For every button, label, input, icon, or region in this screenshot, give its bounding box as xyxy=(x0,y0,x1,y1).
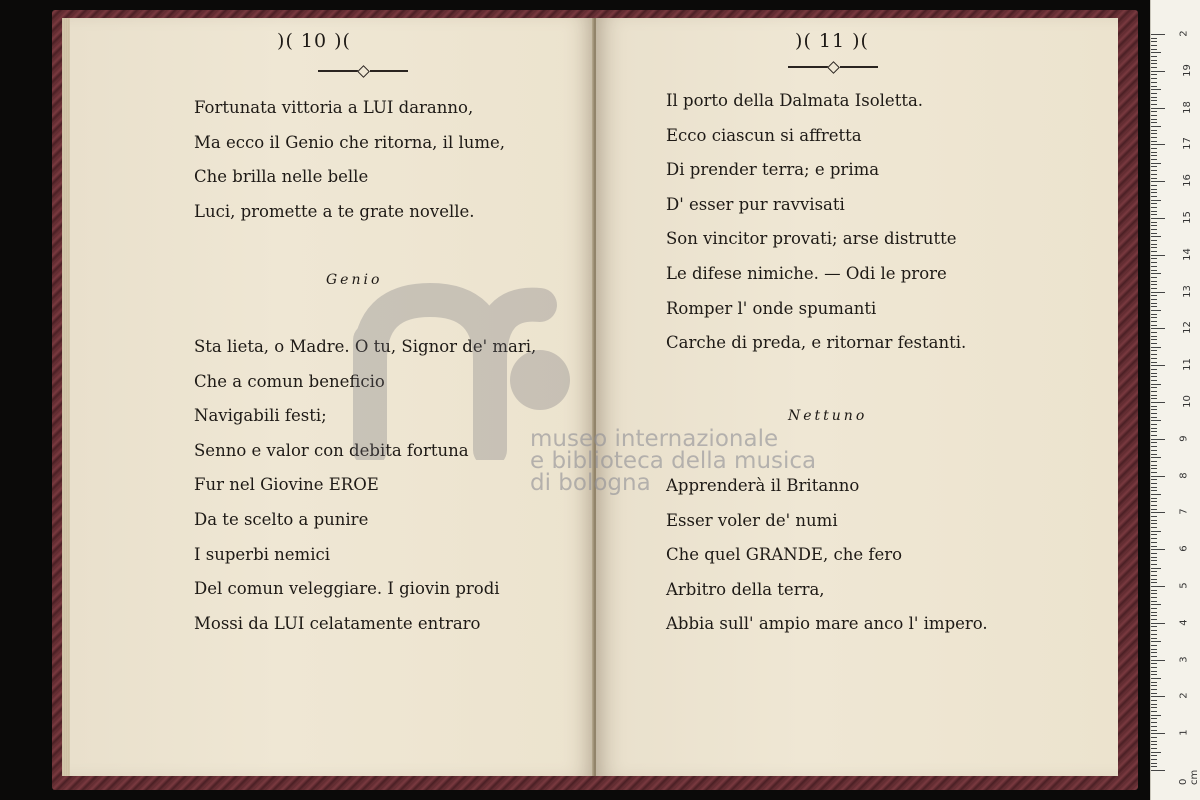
ruler-tick xyxy=(1151,579,1157,580)
ruler-tick xyxy=(1151,663,1157,664)
ruler-tick xyxy=(1151,468,1157,469)
verse-line: Abbia sull' ampio mare anco l' impero. xyxy=(666,614,988,634)
ruler-tick xyxy=(1151,122,1157,123)
ruler-tick xyxy=(1151,60,1157,61)
ruler-tick xyxy=(1151,365,1165,366)
ruler-label: 4 xyxy=(1178,619,1190,626)
ruler-tick xyxy=(1151,100,1157,101)
ruler-tick xyxy=(1151,479,1157,480)
ruler-tick xyxy=(1151,428,1157,429)
ruler-tick xyxy=(1151,266,1157,267)
verse-block-top xyxy=(194,91,505,229)
ruler-tick xyxy=(1151,420,1161,421)
ruler-tick xyxy=(1151,369,1157,370)
ruler-tick xyxy=(1151,38,1157,39)
verse-line: Da te scelto a punire xyxy=(194,509,369,529)
page-number: )( 10 )( xyxy=(277,30,351,52)
ruler-tick xyxy=(1151,247,1157,248)
ruler-tick xyxy=(1151,358,1157,359)
ruler-tick xyxy=(1151,538,1157,539)
ruler-label: 14 xyxy=(1181,247,1193,261)
ruler-tick xyxy=(1151,299,1157,300)
ruler-tick xyxy=(1151,104,1157,105)
ruler-tick xyxy=(1151,63,1157,64)
ruler-tick xyxy=(1151,487,1157,488)
ruler-tick xyxy=(1151,314,1157,315)
ruler-tick xyxy=(1151,601,1157,602)
ruler-label: 1 xyxy=(1178,729,1190,736)
ruler-tick xyxy=(1151,593,1157,594)
verse-block-top xyxy=(666,84,966,361)
ruler-tick xyxy=(1151,178,1157,179)
ruler-tick xyxy=(1151,207,1157,208)
ruler-tick xyxy=(1151,652,1157,653)
ruler-tick xyxy=(1151,707,1157,708)
ruler-tick xyxy=(1151,571,1157,572)
ruler-unit-label: 0 cm xyxy=(1178,769,1200,785)
ruler-tick xyxy=(1151,384,1161,385)
ruler-tick xyxy=(1151,395,1157,396)
ruler-tick xyxy=(1151,354,1157,355)
ruler-tick xyxy=(1151,270,1157,271)
ruler-tick xyxy=(1151,759,1157,760)
ruler-tick xyxy=(1151,288,1157,289)
ruler-tick xyxy=(1151,575,1157,576)
ruler-tick xyxy=(1151,49,1157,50)
ruler-tick xyxy=(1151,380,1157,381)
ruler-tick xyxy=(1151,119,1157,120)
page-number: )( 11 )( xyxy=(795,30,869,52)
ruler-tick xyxy=(1151,461,1157,462)
ruler-label: 2 xyxy=(1178,30,1190,37)
ruler-tick xyxy=(1151,424,1157,425)
ruler-tick xyxy=(1151,89,1161,90)
ruler-tick xyxy=(1151,619,1157,620)
ruler-tick xyxy=(1151,465,1157,466)
ruler-label: 5 xyxy=(1178,582,1190,589)
ruler-tick xyxy=(1151,93,1157,94)
ruler-tick xyxy=(1151,546,1157,547)
ruler-tick xyxy=(1151,67,1157,68)
ruler-tick xyxy=(1151,534,1157,535)
ruler-tick xyxy=(1151,336,1157,337)
ruler-tick xyxy=(1151,406,1157,407)
ruler-tick xyxy=(1151,476,1165,477)
ruler-tick xyxy=(1151,108,1165,109)
ruler-tick xyxy=(1151,612,1157,613)
verse-line: Senno e valor con debita fortuna xyxy=(194,440,469,460)
ruler-tick xyxy=(1151,45,1157,46)
ruler-tick xyxy=(1151,645,1157,646)
ruler-tick xyxy=(1151,718,1157,719)
ruler-tick xyxy=(1151,748,1157,749)
ruler-tick xyxy=(1151,251,1157,252)
ruler-tick xyxy=(1151,431,1157,432)
ruler-tick xyxy=(1151,641,1161,642)
right-page xyxy=(596,18,1118,776)
ruler-tick xyxy=(1151,240,1157,241)
verse-line: Sta lieta, o Madre. O tu, Signor de' mari, xyxy=(194,337,537,356)
ruler-label: 6 xyxy=(1178,545,1190,552)
ruler-tick xyxy=(1151,273,1161,274)
ruler-label: 16 xyxy=(1181,174,1193,188)
ruler-tick xyxy=(1151,671,1157,672)
ruler-tick xyxy=(1151,321,1157,322)
ruler-tick xyxy=(1151,568,1161,569)
watermark-line: e biblioteca della musica xyxy=(530,448,817,474)
ruler-tick xyxy=(1151,711,1157,712)
ruler-tick xyxy=(1151,446,1157,447)
ruler-tick xyxy=(1151,229,1157,230)
ruler-tick xyxy=(1151,409,1157,410)
verse-line: Fortunata vittoria a LUI daranno, xyxy=(194,98,474,117)
ruler-label: 15 xyxy=(1181,211,1193,224)
ruler-tick xyxy=(1151,682,1157,683)
ruler-tick xyxy=(1151,590,1157,591)
verse-line: Fur nel Giovine EROE xyxy=(194,475,379,495)
ruler-tick xyxy=(1151,111,1157,112)
ruler-tick xyxy=(1151,347,1161,348)
ruler-tick xyxy=(1151,163,1161,164)
ruler-tick xyxy=(1151,295,1157,296)
verse-block-bottom xyxy=(666,469,988,642)
ruler-tick xyxy=(1151,137,1157,138)
ruler-tick xyxy=(1151,531,1161,532)
ruler-tick xyxy=(1151,586,1165,587)
ruler-tick xyxy=(1151,181,1165,182)
ruler-tick xyxy=(1151,505,1157,506)
ruler-tick xyxy=(1151,159,1157,160)
left-page xyxy=(70,18,594,776)
speaker-heading: Nettuno xyxy=(788,408,868,424)
ruler-tick xyxy=(1151,498,1157,499)
ruler-tick xyxy=(1151,373,1157,374)
verse-line: Son vincitor provati; arse distrutte xyxy=(666,229,957,249)
ruler-tick xyxy=(1151,203,1157,204)
ruler-tick xyxy=(1151,733,1165,734)
ruler-tick xyxy=(1151,766,1157,767)
ruler-tick xyxy=(1151,667,1157,668)
ruler-tick xyxy=(1151,244,1157,245)
ruler-tick xyxy=(1151,527,1157,528)
ruler-tick xyxy=(1151,512,1165,513)
ruler-tick xyxy=(1151,218,1165,219)
ruler-tick xyxy=(1151,233,1157,234)
ruler-tick xyxy=(1151,391,1157,392)
ruler-tick xyxy=(1151,604,1161,605)
verse-line: Del comun veleggiare. I giovin prodi xyxy=(194,579,500,599)
ruler-tick xyxy=(1151,317,1157,318)
ruler-tick xyxy=(1151,715,1161,716)
ruler-tick xyxy=(1151,277,1157,278)
ruler-tick xyxy=(1151,549,1165,550)
ruler-tick xyxy=(1151,362,1157,363)
ruler-label: 7 xyxy=(1178,508,1190,516)
ruler-tick xyxy=(1151,130,1157,131)
ruler-label: 9 xyxy=(1178,435,1190,442)
ruler-tick xyxy=(1151,700,1157,701)
verse-line: Luci, promette a te grate novelle. xyxy=(194,201,475,221)
verse-line: Di prender terra; e prima xyxy=(666,160,880,180)
ruler-tick xyxy=(1151,722,1157,723)
ruler-tick xyxy=(1151,258,1157,259)
ruler-tick xyxy=(1151,689,1157,690)
verse-line: Esser voler de' numi xyxy=(666,510,838,530)
ruler-tick xyxy=(1151,174,1157,175)
ruler-tick xyxy=(1151,196,1157,197)
ruler-tick xyxy=(1151,649,1157,650)
verse-line: Il porto della Dalmata Isoletta. xyxy=(666,91,924,110)
ruler-tick xyxy=(1151,597,1157,598)
ruler-tick xyxy=(1151,211,1157,212)
verse-line: Ecco ciascun si affretta xyxy=(666,125,862,145)
ruler-tick xyxy=(1151,457,1161,458)
ruler-tick xyxy=(1151,439,1165,440)
ruler-tick xyxy=(1151,674,1157,675)
ruler-tick xyxy=(1151,310,1161,311)
speaker-heading: Genio xyxy=(326,272,383,288)
ruler-tick xyxy=(1151,166,1157,167)
watermark-line: di bologna xyxy=(530,470,651,496)
verse-line: Carche di preda, e ritornar festanti. xyxy=(666,333,967,353)
ruler-tick xyxy=(1151,696,1165,697)
ruler-tick xyxy=(1151,557,1157,558)
ruler-label: 10 xyxy=(1181,395,1193,408)
ruler-tick xyxy=(1151,52,1161,53)
ruler-tick xyxy=(1151,192,1157,193)
ruler-tick xyxy=(1151,126,1161,127)
ruler-tick xyxy=(1151,398,1157,399)
ruler-label: 11 xyxy=(1181,358,1193,372)
ruler-tick xyxy=(1151,730,1157,731)
ruler-tick xyxy=(1151,413,1157,414)
ruler-tick xyxy=(1151,472,1157,473)
verse-line: Le difese nimiche. — Odi le prore xyxy=(666,263,947,283)
ruler-tick xyxy=(1151,71,1165,72)
ruler-tick xyxy=(1151,402,1165,403)
verse-line: I superbi nemici xyxy=(194,544,330,564)
measurement-ruler xyxy=(1150,0,1200,800)
ruler-tick xyxy=(1151,483,1157,484)
ruler-tick xyxy=(1151,350,1157,351)
ruler-tick xyxy=(1151,763,1157,764)
ruler-tick xyxy=(1151,225,1157,226)
ruler-tick xyxy=(1151,752,1161,753)
verse-line: Mossi da LUI celatamente entraro xyxy=(194,613,481,633)
ruler-tick xyxy=(1151,523,1157,524)
ruler-tick xyxy=(1151,222,1157,223)
ruler-tick xyxy=(1151,520,1157,521)
ruler-tick xyxy=(1151,501,1157,502)
ruler-tick xyxy=(1151,325,1157,326)
ruler-tick xyxy=(1151,630,1157,631)
ruler-label: 19 xyxy=(1181,63,1193,77)
ruler-tick xyxy=(1151,328,1165,329)
ruler-label: 18 xyxy=(1181,100,1193,114)
ruler-tick xyxy=(1151,185,1157,186)
ruler-tick xyxy=(1151,564,1157,565)
ruler-tick xyxy=(1151,704,1157,705)
ruler-tick xyxy=(1151,34,1165,35)
ruler-tick xyxy=(1151,608,1157,609)
ruler-tick xyxy=(1151,56,1157,57)
ruler-tick xyxy=(1151,281,1157,282)
verse-line: Romper l' onde spumanti xyxy=(666,298,877,318)
ruler-tick xyxy=(1151,634,1157,635)
ruler-tick xyxy=(1151,78,1157,79)
ruler-tick xyxy=(1151,542,1157,543)
ruler-tick xyxy=(1151,74,1157,75)
verse-line: Navigabili festi; xyxy=(194,406,327,426)
ruler-tick xyxy=(1151,387,1157,388)
ruler-tick xyxy=(1151,737,1157,738)
ruler-tick xyxy=(1151,339,1157,340)
ruler-tick xyxy=(1151,685,1157,686)
ruler-tick xyxy=(1151,214,1157,215)
ruler-tick xyxy=(1151,262,1157,263)
ruler-label: 2 xyxy=(1178,692,1190,700)
ruler-label: 3 xyxy=(1178,655,1190,663)
ruler-label: 17 xyxy=(1181,137,1193,151)
ruler-tick xyxy=(1151,303,1157,304)
ruler-tick xyxy=(1151,189,1157,190)
ruler-tick xyxy=(1151,615,1157,616)
ruler-label: 12 xyxy=(1181,321,1193,335)
ruler-tick xyxy=(1151,490,1157,491)
ruler-tick xyxy=(1151,86,1157,87)
ornament-rule xyxy=(788,62,878,72)
ruler-tick xyxy=(1151,626,1157,627)
verse-block-bottom xyxy=(194,330,536,641)
ruler-tick xyxy=(1151,155,1157,156)
ruler-tick xyxy=(1151,292,1165,293)
ruler-tick xyxy=(1151,170,1157,171)
ruler-tick xyxy=(1151,516,1157,517)
ruler-tick xyxy=(1151,726,1157,727)
ruler-tick xyxy=(1151,144,1165,145)
ruler-label: 8 xyxy=(1178,471,1190,479)
ruler-tick xyxy=(1151,442,1157,443)
ruler-tick xyxy=(1151,148,1157,149)
ruler-tick xyxy=(1151,376,1157,377)
watermark-line: museo internazionale xyxy=(530,426,779,452)
verse-line: D' esser pur ravvisati xyxy=(666,194,845,214)
ruler-tick xyxy=(1151,417,1157,418)
ruler-tick xyxy=(1151,656,1157,657)
verse-line: Arbitro della terra, xyxy=(666,579,825,599)
ruler-tick xyxy=(1151,236,1161,237)
ruler-tick xyxy=(1151,306,1157,307)
ruler-tick xyxy=(1151,638,1157,639)
ruler-tick xyxy=(1151,450,1157,451)
ruler-tick xyxy=(1151,141,1157,142)
verse-line: Ma ecco il Genio che ritorna, il lume, xyxy=(194,132,506,152)
ruler-tick xyxy=(1151,255,1165,256)
ruler-tick xyxy=(1151,284,1157,285)
ruler-tick xyxy=(1151,678,1161,679)
ruler-tick xyxy=(1151,693,1157,694)
ruler-tick xyxy=(1151,560,1157,561)
verse-line: Che quel GRANDE, che fero xyxy=(666,545,903,565)
ruler-tick xyxy=(1151,97,1157,98)
ruler-tick xyxy=(1151,454,1157,455)
ruler-tick xyxy=(1151,509,1157,510)
ruler-tick xyxy=(1151,494,1161,495)
ruler-tick xyxy=(1151,553,1157,554)
ruler-label: 13 xyxy=(1181,284,1193,298)
ruler-tick xyxy=(1151,82,1157,83)
ruler-tick xyxy=(1151,435,1157,436)
verse-line: Apprenderà il Britanno xyxy=(666,476,860,495)
ruler-tick xyxy=(1151,660,1165,661)
ruler-tick xyxy=(1151,623,1165,624)
ruler-tick xyxy=(1151,332,1157,333)
ruler-tick xyxy=(1151,200,1161,201)
ornament-rule xyxy=(318,66,408,76)
ruler-tick xyxy=(1151,343,1157,344)
ruler-tick xyxy=(1151,741,1157,742)
ruler-tick xyxy=(1151,133,1157,134)
ruler-tick xyxy=(1151,755,1157,756)
verse-line: Che brilla nelle belle xyxy=(194,167,369,187)
verse-line: Che a comun beneficio xyxy=(194,371,385,391)
ruler-tick xyxy=(1151,115,1157,116)
ruler-tick xyxy=(1151,770,1165,771)
ruler-tick xyxy=(1151,152,1157,153)
ruler-tick xyxy=(1151,744,1157,745)
ruler-tick xyxy=(1151,582,1157,583)
ruler-tick xyxy=(1151,41,1157,42)
